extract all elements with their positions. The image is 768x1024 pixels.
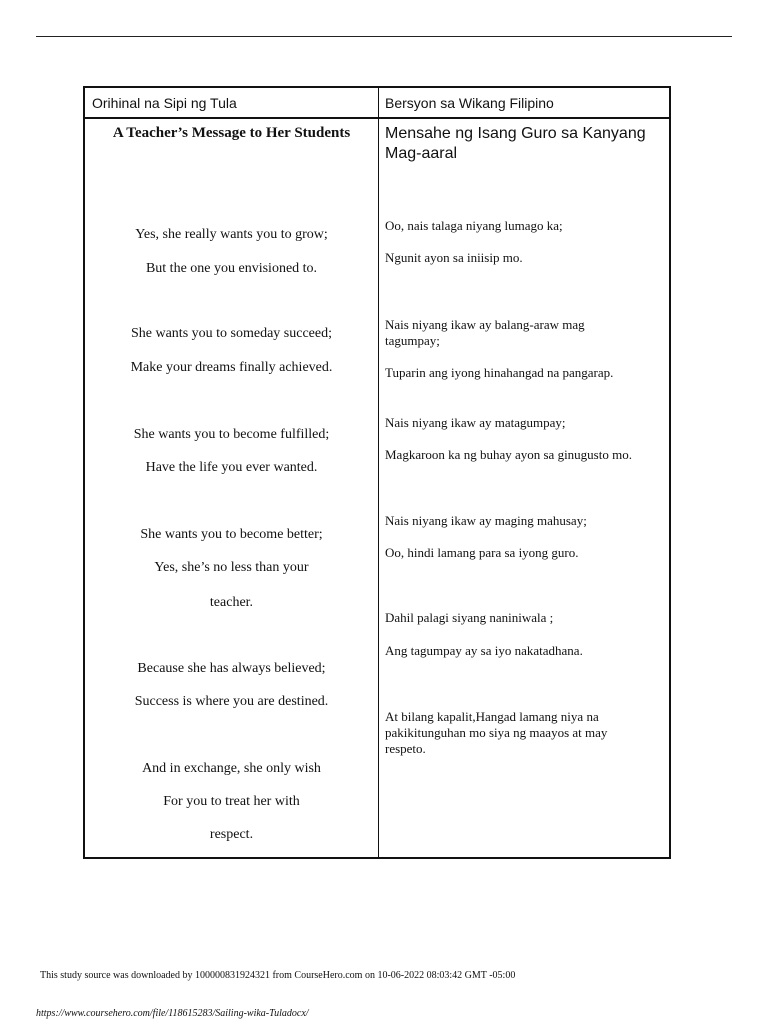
filipino-line: Nais niyang ikaw ay maging mahusay;: [385, 513, 587, 528]
filipino-line: Nais niyang ikaw ay balang-araw mag tagumpay;: [385, 317, 585, 348]
filipino-line: Tuparin ang iyong hinahangad na pangarap.: [385, 365, 614, 380]
filipino-line: Magkaroon ka ng buhay ayon sa ginugusto mo.: [385, 447, 632, 462]
english-line: She wants you to become fulfilled;: [133, 427, 330, 442]
english-line: For you to treat her with: [163, 794, 300, 809]
english-line: And in exchange, she only wish: [142, 761, 321, 776]
english-line: teacher.: [209, 595, 254, 610]
header-filipino: Bersyon sa Wikang Filipino: [385, 95, 554, 111]
english-line: She wants you to become better;: [140, 527, 323, 542]
filipino-line: Ang tagumpay ay sa iyo nakatadhana.: [385, 643, 583, 658]
header-original: Orihinal na Sipi ng Tula: [92, 95, 237, 111]
filipino-line: Dahil palagi siyang naniniwala ;: [385, 610, 554, 625]
source-url[interactable]: https://www.coursehero.com/file/118615283/Sailing-wika-Tuladocx/: [36, 1008, 309, 1019]
column-divider: [378, 88, 379, 857]
poem-title-filipino: Mensahe ng Isang Guro sa Kanyang Mag-aaral: [385, 125, 646, 162]
english-line: Because she has always believed;: [137, 661, 326, 676]
english-line: But the one you envisioned to.: [145, 261, 318, 276]
filipino-line: At bilang kapalit,Hangad lamang niya na pakikitunguhan mo siya ng maayos at may respeto.: [385, 709, 608, 756]
top-rule: [36, 36, 732, 37]
filipino-line: Nais niyang ikaw ay matagumpay;: [385, 415, 566, 430]
english-line: respect.: [209, 827, 254, 842]
filipino-line: Ngunit ayon sa iniisip mo.: [385, 250, 523, 265]
english-line: She wants you to someday succeed;: [130, 326, 332, 341]
english-line: Success is where you are destined.: [134, 694, 329, 709]
english-line: Have the life you ever wanted.: [145, 460, 318, 475]
filipino-line: Oo, nais talaga niyang lumago ka;: [385, 218, 563, 233]
poem-comparison-table: [83, 86, 671, 859]
english-line: Yes, she really wants you to grow;: [135, 227, 328, 242]
english-line: Make your dreams finally achieved.: [130, 360, 333, 375]
english-line: Yes, she’s no less than your: [154, 560, 309, 575]
download-notice: This study source was downloaded by 100000831924321 from CourseHero.com on 10-06-2022 08:03:42 GMT -05:00: [40, 970, 516, 981]
poem-title-english: A Teacher’s Message to Her Students: [112, 125, 351, 141]
header-divider: [85, 117, 669, 119]
filipino-line: Oo, hindi lamang para sa iyong guro.: [385, 545, 579, 560]
